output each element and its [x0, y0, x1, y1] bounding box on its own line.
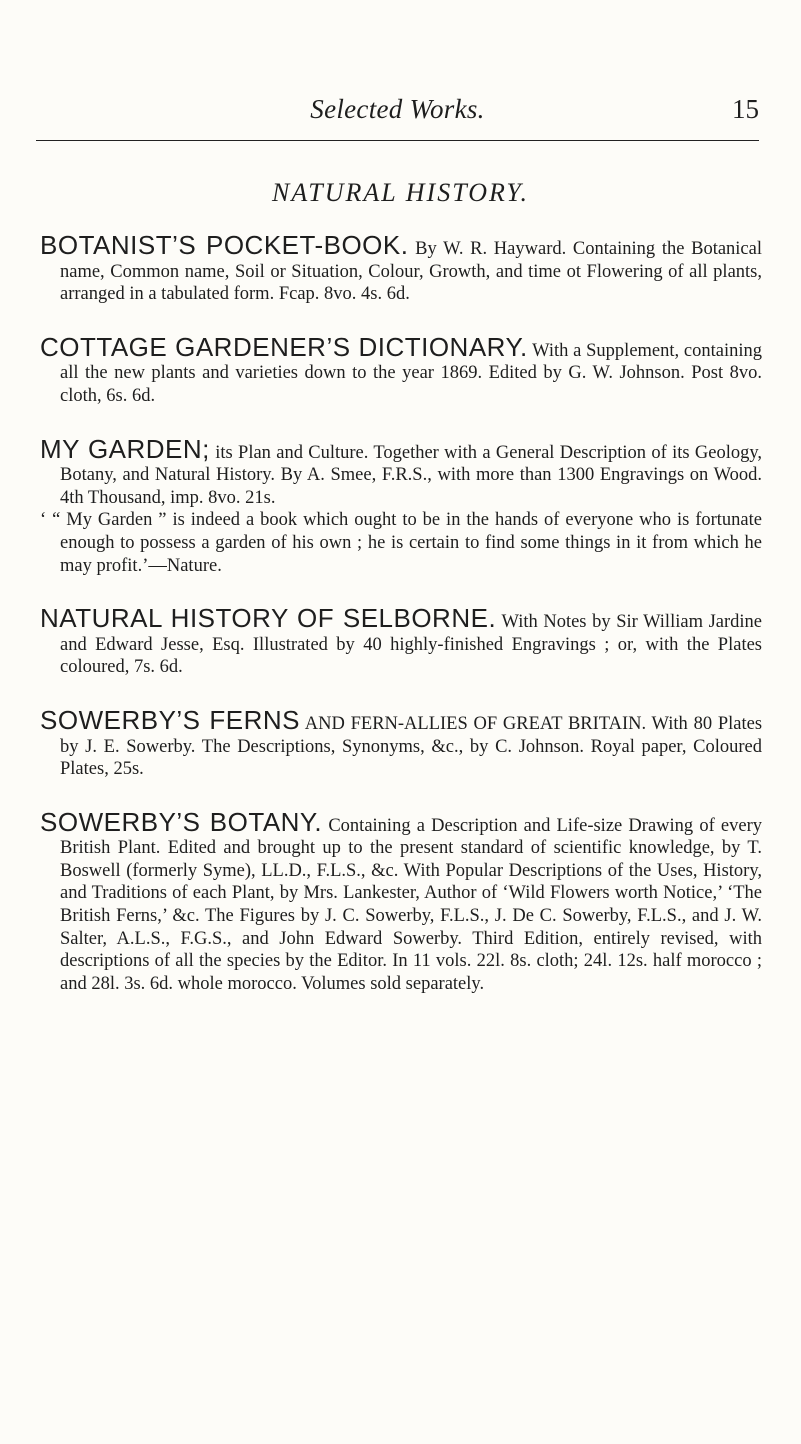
entry-title: BOTANIST’S POCKET-BOOK.	[40, 230, 409, 260]
entry-paragraph	[40, 806, 762, 996]
entry-description: AND FERN-ALLIES OF GREAT BRITAIN. With 80 Plates by J. E. Sowerby. The Descriptions, Synonyms, &c., by C. Johnson. Royal paper, Coloured Plates, 25s.	[60, 713, 763, 780]
entry-paragraph	[40, 605, 762, 679]
entry-title: COTTAGE GARDENER’S DICTIONARY.	[40, 331, 528, 362]
entry-description: Containing a Description and Life-size Drawing of every British Plant. Edited and brought up to the present standard of scientific knowledge, by T. Boswell (formerly Syme), LL.D., F.L.S., &c. With Popular Descriptions of the Uses, History, and Traditions of each Plant, by Mrs. Lankester, Author of ‘Wild Flowers worth Notice,’ ‘The British Ferns,’ &c. The Figures by J. C. Sowerby, F.L.S., J. De C. Sowerby, F.L.S., and J. W. Salter, A.L.S., F.G.S., and John Edward Sowerby. Third Edition, entirely revised, with descriptions of all the species by the Editor. In 11 vols. 22l. 8s. cloth; 24l. 12s. half morocco ; and 28l. 3s. 6d. whole morocco. Volumes sold separately.	[60, 815, 762, 994]
running-title: Selected Works.	[310, 94, 485, 124]
catalogue-entry	[40, 433, 763, 578]
entry-description: By W. R. Hayward. Containing the Botanical name, Common name, Soil or Situation, Colour, Growth, and time ot Flowering of all plants, arranged in a tabulated form. Fcap. 8vo. 4s. 6d.	[60, 239, 762, 305]
entry-title: SOWERBY’S BOTANY.	[40, 806, 323, 837]
catalogue-entries	[40, 232, 762, 1023]
review-quote: ‘ “ My Garden ” is indeed a book which ought to be in the hands of everyone who is fortunate enough to possess a garden of his own ; he is certain to find some things in it from which he may profit.’—Nature.	[40, 510, 762, 576]
catalogue-entry	[40, 605, 762, 679]
entry-paragraph	[40, 232, 762, 306]
section-heading: NATURAL HISTORY.	[272, 178, 529, 207]
catalogue-entry	[40, 704, 763, 781]
entry-paragraph	[40, 704, 763, 781]
entry-description: its Plan and Culture. Together with a General Description of its Geology, Botany, and Natural History. By A. Smee, F.R.S., with more than 1300 Engravings on Wood. 4th Thousand, imp. 8vo. 21s.	[60, 442, 763, 508]
catalogue-entry	[40, 806, 762, 996]
page-number: 15	[732, 94, 759, 124]
catalogue-entry	[40, 331, 763, 408]
entry-title: MY GARDEN;	[40, 433, 210, 464]
entry-description: With Notes by Sir William Jardine and Edward Jesse, Esq. Illustrated by 40 highly-finished Engravings ; or, with the Plates coloured, 7s. 6d.	[60, 612, 762, 678]
entry-title: NATURAL HISTORY OF SELBORNE.	[40, 603, 497, 634]
entry-title: SOWERBY’S FERNS	[40, 704, 301, 735]
running-header	[36, 94, 759, 141]
entry-paragraph	[40, 331, 763, 408]
entry-description: With a Supplement, containing all the new plants and varieties down to the year 1869. Edited by G. W. Johnson. Post 8vo. cloth, 6s. 6d.	[60, 340, 763, 406]
catalogue-entry	[40, 232, 762, 306]
entry-paragraph	[40, 433, 763, 510]
